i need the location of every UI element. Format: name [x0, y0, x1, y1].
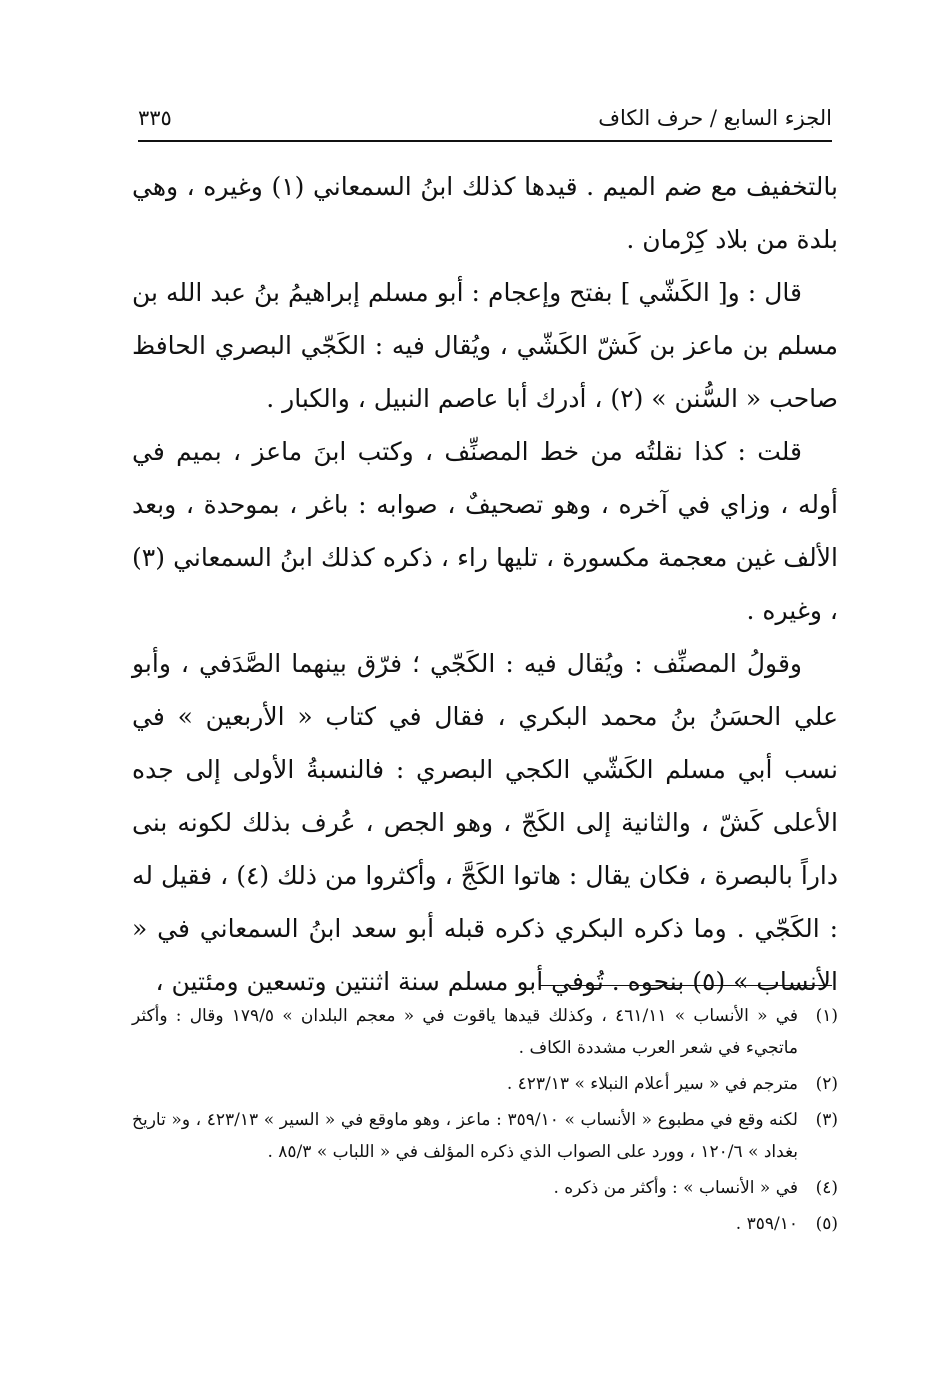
- running-title: الجزء السابع / حرف الكاف: [598, 106, 832, 130]
- footnote-text: في « الأنساب » ٤٦١/١١ ، وكذلك قيدها ياقوت في « معجم البلدان » ١٧٩/٥ وقال : وأكثر ماتجيء في شعر العرب مشددة الكاف .: [132, 1006, 798, 1058]
- paragraph-4: وقولُ المصنِّف : ويُقال فيه : الكَجّي ؛ فرّق بينهما الصَّدَفي ، وأبو علي الحسَنُ بنُ محمد البكري ، فقال في كتاب « الأربعين » في نسب أبي مسلم الكَشّي الكجي البصري : فالنسبةُ الأولى إلى جده الأعلى كَشّ ، والثانية إلى الكَجّ ، وهو الجص ، عُرف بذلك لكونه بنى داراً بالبصرة ، فكان يقال : هاتوا الكَجَّ ، وأكثروا من ذلك (٤) ، فقيل له : الكَجّي . وما ذكره البكري ذكره قبله أبو سعد ابنُ السمعاني في « الأنساب » (٥) بنحوه . تُوفي أبو مسلم سنة اثنتين وتسعين ومئتين ،: [132, 649, 838, 996]
- footnote: [132, 1000, 838, 1064]
- paragraph-3: قلت : كذا نقلتُه من خط المصنِّف ، وكتب ابنَ ماعز ، بميم في أوله ، وزاي في آخره ، وهو تصحيفٌ ، صوابه : باغر ، بموحدة ، وبعد الألف غين معجمة مكسورة ، تليها راء ، ذكره كذلك ابنُ السمعاني (٣) ، وغيره .: [132, 437, 838, 625]
- main-text: [132, 160, 838, 1008]
- footnotes: [132, 1000, 838, 1244]
- footnote-number: (٣): [815, 1110, 838, 1130]
- header-rule: [138, 140, 832, 142]
- footnote: [132, 1068, 838, 1100]
- footnote: [132, 1208, 838, 1240]
- footnote-number: (٥): [815, 1214, 838, 1234]
- footnote-number: (٤): [815, 1178, 838, 1198]
- paragraph-1: بالتخفيف مع ضم الميم . قيدها كذلك ابنُ السمعاني (١) وغيره ، وهي بلدة من بلاد كِرْمان .: [132, 172, 838, 254]
- footnote-separator: [540, 985, 832, 986]
- footnote-text: لكنه وقع في مطبوع « الأنساب » ٣٥٩/١٠ : ماعز ، وهو ماوقع في « السير » ٤٢٣/١٣ ، و« تاريخ بغداد » ١٢٠/٦ ، وورد على الصواب الذي ذكره المؤلف في « اللباب » ٨٥/٣ .: [132, 1110, 798, 1162]
- footnote: [132, 1104, 838, 1168]
- page-number: ٣٣٥: [138, 106, 172, 130]
- footnote-number: (١): [815, 1006, 838, 1026]
- footnote-text: ٣٥٩/١٠ .: [735, 1214, 798, 1234]
- running-header: [138, 92, 832, 130]
- footnote-number: (٢): [815, 1074, 838, 1094]
- footnote: [132, 1172, 838, 1204]
- footnote-text: في « الأنساب » : وأكثر من ذكره .: [553, 1178, 798, 1198]
- footnote-text: مترجم في « سير أعلام النبلاء » ٤٢٣/١٣ .: [506, 1074, 798, 1094]
- paragraph-2: قال : و[ الكَشّي ] بفتح وإعجام : أبو مسلم إبراهيمُ بنُ عبد الله بن مسلم بن ماعز بن كَشّ الكَشّي ، ويُقال فيه : الكَجّي البصري الحافظ صاحب « السُّنن » (٢) ، أدرك أبا عاصم النبيل ، والكبار .: [132, 278, 838, 413]
